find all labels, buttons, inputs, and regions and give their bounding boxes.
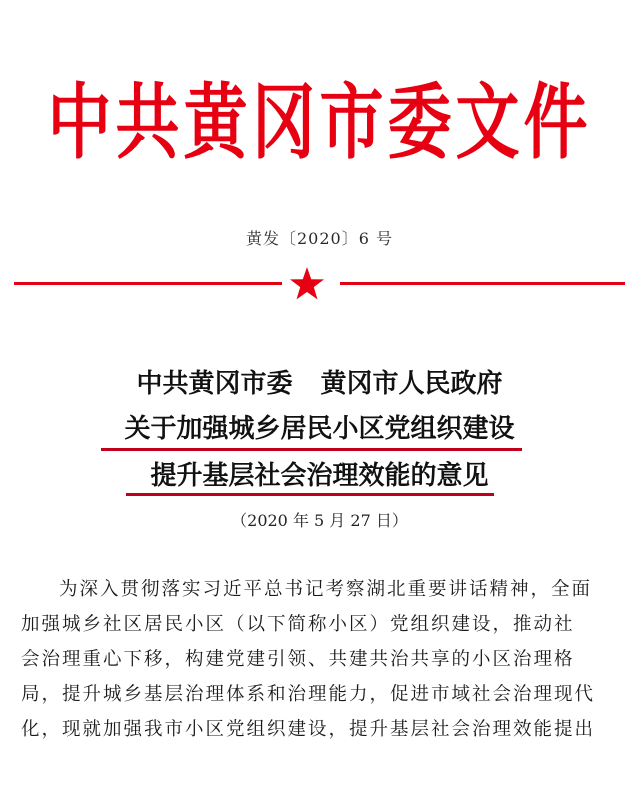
body-line: 局，提升城乡基层治理体系和治理能力，促进市域社会治理现代 [21, 684, 596, 705]
document-number: 黄发〔2020〕6 号 [246, 229, 393, 248]
title-underline-2 [126, 493, 494, 496]
document-title-line-3: 提升基层社会治理效能的意见 [150, 461, 489, 491]
body-line: 化，现就加强我市小区党组织建设，提升基层社会治理效能提出 [21, 719, 596, 740]
document-title-line-2: 关于加强城乡居民小区党组织建设 [124, 414, 515, 444]
body-line: 加强城乡社区居民小区（以下简称小区）党组织建设，推动社 [21, 614, 575, 635]
body-line: 会治理重心下移，构建党建引领、共建共治共享的小区治理格 [21, 649, 575, 670]
document-date: （2020 年 5 月 27 日） [231, 511, 408, 530]
title-underline-1 [101, 448, 522, 451]
document-body [21, 572, 621, 747]
document-issuers [0, 363, 639, 400]
issuer-party-committee: 中共黄冈市委 [136, 369, 293, 399]
document-masthead: 中共黄冈市委文件 [47, 76, 592, 172]
red-rule-right [340, 282, 625, 285]
red-rule-left [14, 282, 282, 285]
star-icon [289, 266, 325, 302]
body-line: 为深入贯彻落实习近平总书记考察湖北重要讲话精神，全面 [59, 579, 593, 600]
issuer-municipal-government: 黄冈市人民政府 [320, 369, 503, 399]
